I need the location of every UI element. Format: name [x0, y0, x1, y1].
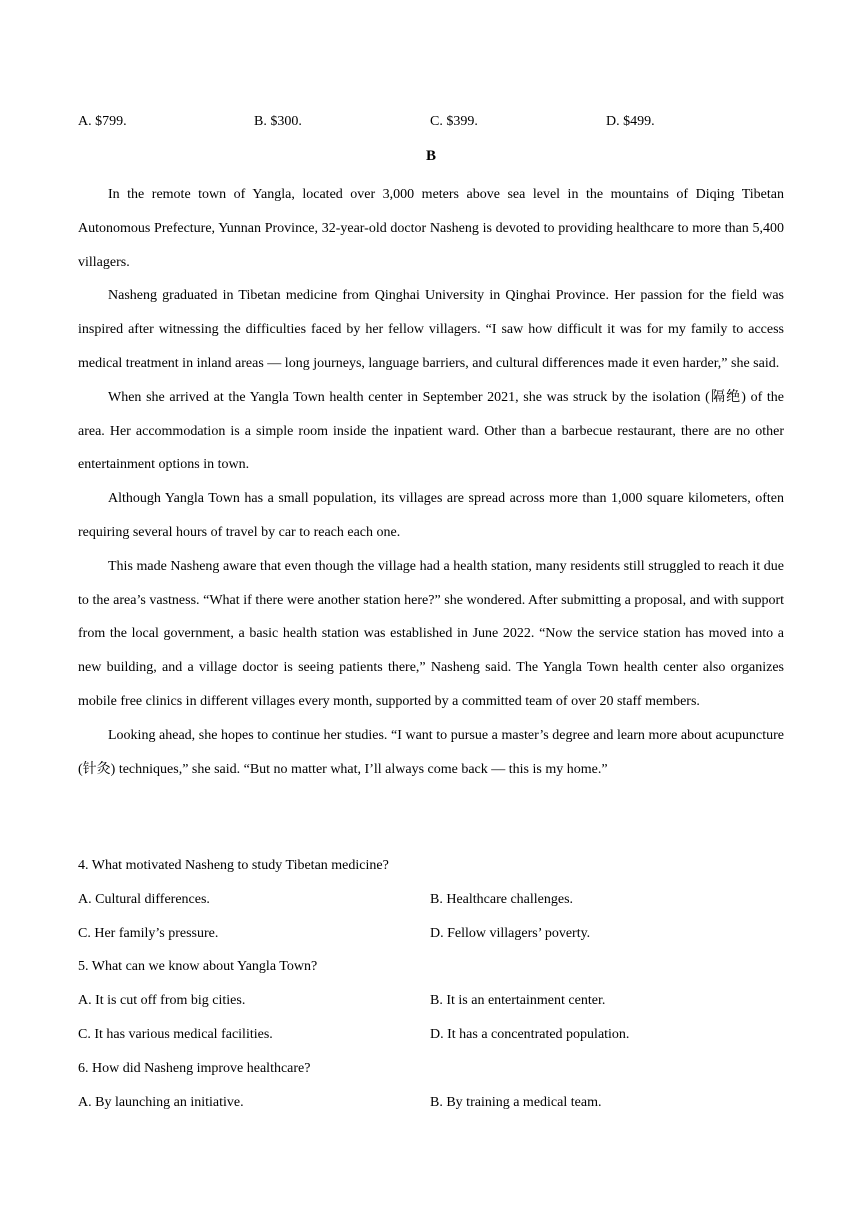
question-list	[78, 849, 784, 1119]
option-d: D. It has a concentrated population.	[430, 1026, 630, 1042]
option-b: B. By training a medical team.	[430, 1094, 602, 1110]
question-stem: 6. How did Nasheng improve healthcare?	[78, 1060, 311, 1076]
previous-question-options	[78, 112, 784, 132]
option-c: C. $399.	[430, 114, 478, 129]
section-heading: B	[425, 148, 436, 164]
passage-paragraph: In the remote town of Yangla, located over 3,000 meters above sea level in the mountains of Diqing Tibetan Autonomous Prefecture, Yunnan Province, 32-year-old doctor Nasheng is devoted to providing healthcare to more than 5,400 villagers.	[78, 187, 784, 270]
option-b: B. Healthcare challenges.	[430, 891, 574, 907]
option-row	[78, 917, 784, 951]
option-b: B. $300.	[254, 114, 302, 129]
option-c: C. Her family’s pressure.	[78, 925, 219, 941]
passage-paragraph: This made Nasheng aware that even though the village had a health station, many residents still struggled to reach it due to the area’s vastness. “What if there were another station here?” she wondered. After submitting a proposal, and with support from the local government, a basic health station was established in June 2022. “Now the service station has moved into a new building, and a village doctor is seeing patients there,” Nasheng said. The Yangla Town health center also organizes mobile free clinics in different villages every month, supported by a committed team of over 20 staff members.	[78, 558, 784, 709]
option-d: D. Fellow villagers’ poverty.	[430, 925, 591, 941]
option-b: B. It is an entertainment center.	[430, 993, 606, 1009]
option-d: D. $499.	[606, 114, 655, 129]
option-row	[78, 1018, 784, 1052]
option-a: A. Cultural differences.	[78, 891, 210, 907]
passage-paragraph: Nasheng graduated in Tibetan medicine from Qinghai University in Qinghai Province. Her passion for the field was inspired after witnessing the difficulties faced by her fellow villagers. “I saw how difficult it was for my family to access medical treatment in inland areas — long journeys, language barriers, and cultural differences made it even harder,” she said.	[78, 288, 784, 371]
passage-paragraph: Although Yangla Town has a small population, its villages are spread across more than 1,000 square kilometers, often requiring several hours of travel by car to reach each one.	[78, 491, 784, 540]
option-row	[78, 1086, 784, 1120]
option-a: A. $799.	[78, 114, 127, 129]
reading-passage	[78, 178, 784, 786]
question-stem: 4. What motivated Nasheng to study Tibetan medicine?	[78, 858, 389, 873]
option-row	[78, 883, 784, 917]
option-c: C. It has various medical facilities.	[78, 1026, 273, 1042]
passage-paragraph: When she arrived at the Yangla Town health center in September 2021, she was struck by the isolation (隔绝) of the area. Her accommodation is a simple room inside the inpatient ward. Other than a barbecue restaurant, there are no other entertainment options in town.	[78, 389, 784, 473]
question-stem: 5. What can we know about Yangla Town?	[78, 959, 318, 975]
option-row	[78, 984, 784, 1018]
option-a: A. By launching an initiative.	[78, 1094, 244, 1110]
option-a: A. It is cut off from big cities.	[78, 993, 246, 1009]
passage-paragraph: Looking ahead, she hopes to continue her studies. “I want to pursue a master’s degree and learn more about acupuncture (针灸) techniques,” she said. “But no matter what, I’ll always come back — this is my home.”	[78, 727, 784, 777]
